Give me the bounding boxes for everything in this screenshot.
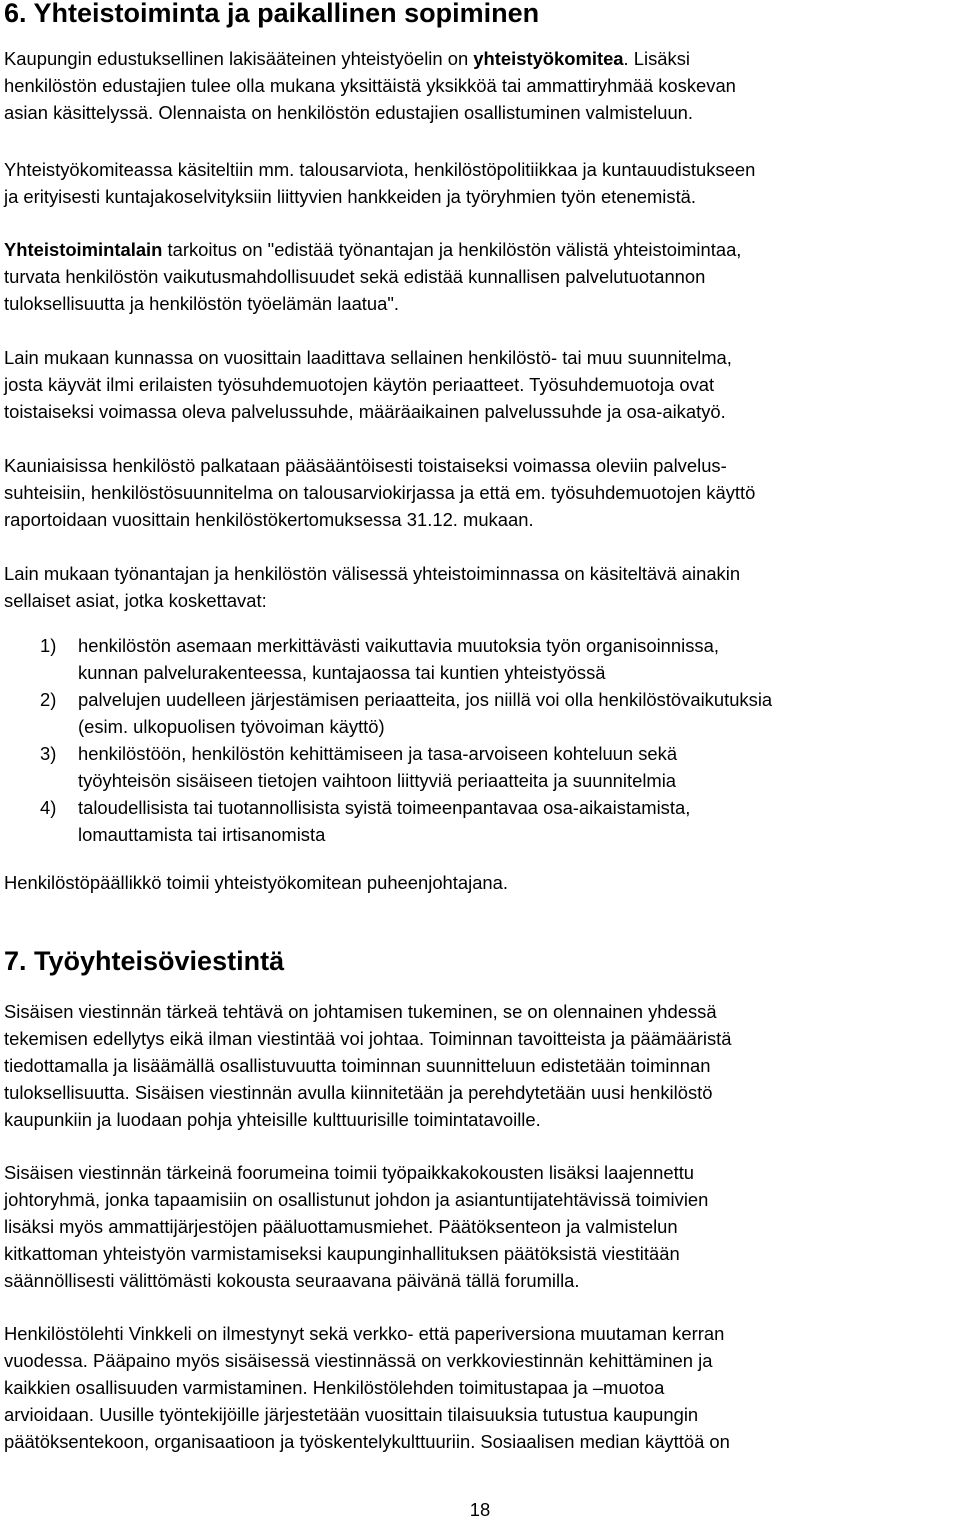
p1-bold-term: yhteistyökomitea	[473, 48, 624, 69]
p3-bold-term: Yhteistoimintalain	[4, 239, 163, 260]
paragraph-yhteistoimintalaki	[4, 236, 956, 317]
paragraph-kasitellyt-asiat: Yhteistyökomiteassa käsiteltiin mm. talousarviota, henkilöstöpolitiikkaa ja kuntauudistukseen ja erityisesti kuntajakoselvityksiin liittyvien hankkeiden ja työryhmien työn etenemistä.	[4, 159, 756, 207]
section-7-heading: 7. Työyhteisöviestintä	[4, 946, 285, 976]
paragraph-tyosuhdemuodot: Lain mukaan kunnassa on vuosittain laadittava sellainen henkilöstö- tai muu suunnitelma, josta käyvät ilmi erilaisten työsuhdemuotojen käytön periaatteet. Työsuhdemuotoja ovat toistaiseksi voimassa oleva palvelussuhde, määräaikainen palvelussuhde ja osa-aikatyö.	[4, 347, 732, 422]
list-item-text: henkilöstöön, henkilöstön kehittämiseen ja tasa-arvoiseen kohteluun sekä työyhteisön sisäiseen tietojen vaihtoon liittyviä periaatteita ja suunnitelmia	[78, 743, 678, 791]
list-item	[4, 686, 956, 740]
p1-text-pre: Kaupungin edustuksellinen lakisääteinen yhteistyöelin on	[4, 48, 474, 69]
list-item-number: 3)	[40, 743, 57, 764]
list-item-text: henkilöstön asemaan merkittävästi vaikuttavia muutoksia työn organisoinnissa, kunnan palvelurakenteessa, kuntajaossa tai kuntien yhteistyössä	[78, 635, 719, 683]
numbered-list	[4, 632, 956, 848]
list-item	[4, 740, 956, 794]
section-6-heading: 6. Yhteistoiminta ja paikallinen sopiminen	[4, 0, 540, 28]
paragraph-yhteistyokomitea	[4, 45, 956, 126]
list-item-number: 1)	[40, 635, 57, 656]
list-item	[4, 794, 956, 848]
paragraph-kauniainen: Kauniaisissa henkilöstö palkataan pääsääntöisesti toistaiseksi voimassa oleviin palvelus- suhteisiin, henkilöstösuunnitelma on talousarviokirjassa ja että em. työsuhdemuotojen käyttö raportoidaan vuosittain henkilöstökertomuksessa 31.12. mukaan.	[4, 455, 756, 530]
p3-text-post: tarkoitus on "edistää työnantajan ja henkilöstön välistä yhteistoimintaa, turvata henkilöstön vaikutusmahdollisuudet sekä edistää kunnallisen palvelutuotannon tuloksellisuutta ja henkilöstön työelämän laatua".	[4, 239, 742, 314]
paragraph-kasiteltavat-asiat: Lain mukaan työnantajan ja henkilöstön välisessä yhteistoiminnassa on käsiteltävä ainakin sellaiset asiat, jotka koskettavat:	[4, 563, 741, 611]
list-item-text: taloudellisista tai tuotannollisista syistä toimeenpantavaa osa-aikaistamista, lomauttamista tai irtisanomista	[78, 797, 691, 845]
paragraph-sisainen-viestinta: Sisäisen viestinnän tärkeä tehtävä on johtamisen tukeminen, se on olennainen yhdessä tekemisen edellytys eikä ilman viestintää voi johtaa. Toiminnan tavoitteista ja päämääristä tiedottamalla ja lisäämällä osallistuvuutta toiminnan suunnitteluun edistetään toiminnan tuloksellisuutta. Sisäisen viestinnän avulla kiinnitetään ja perehdytetään uusi henkilöstö kaupunkiin ja luodaan pohja yhteisille kulttuurisille toimintatavoille.	[4, 1001, 732, 1130]
list-item-text: palvelujen uudelleen järjestämisen periaatteita, jos niillä voi olla henkilöstövaikutuksia (esim. ulkopuolisen työvoiman käyttö)	[78, 689, 773, 737]
page-number: 18	[469, 1499, 491, 1520]
list-item-number: 4)	[40, 797, 57, 818]
paragraph-foorumit: Sisäisen viestinnän tärkeinä foorumeina toimii työpaikkakokousten lisäksi laajennettu johtoryhmä, jonka tapaamisiin on osallistunut johdon ja asiantuntijatehtävissä toimivien lisäksi myös ammattijärjestöjen pääluottamusmiehet. Päätöksenteon ja valmistelun kitkattoman yhteistyön varmistamiseksi kaupunginhallituksen päätöksistä viestitään säännöllisesti välittömästi kokousta seuraavana päivänä tällä forumilla.	[4, 1162, 709, 1291]
p1-text-post: . Lisäksi henkilöstön edustajien tulee olla mukana yksittäistä yksikköä tai ammattiryhmää koskevan asian käsittelyssä. Olennaista on henkilöstön edustajien osallistuminen valmisteluun.	[4, 48, 736, 123]
list-item	[4, 632, 956, 686]
list-item-number: 2)	[40, 689, 57, 710]
paragraph-henkilostolehti: Henkilöstölehti Vinkkeli on ilmestynyt sekä verkko- että paperiversiona muutaman kerran vuodessa. Pääpaino myös sisäisessä viestinnässä on verkkoviestinnän kehittäminen ja kaikkien osallisuuden varmistaminen. Henkilöstölehden toimitustapaa ja –muotoa arvioidaan. Uusille työntekijöille järjestetään vuosittain tilaisuuksia tutustua kaupungin päätöksentekoon, organisaatioon ja työskentelykulttuuriin. Sosiaalisen median käyttöä on	[4, 1323, 730, 1452]
paragraph-puheenjohtaja: Henkilöstöpäällikkö toimii yhteistyökomitean puheenjohtajana.	[4, 872, 508, 893]
